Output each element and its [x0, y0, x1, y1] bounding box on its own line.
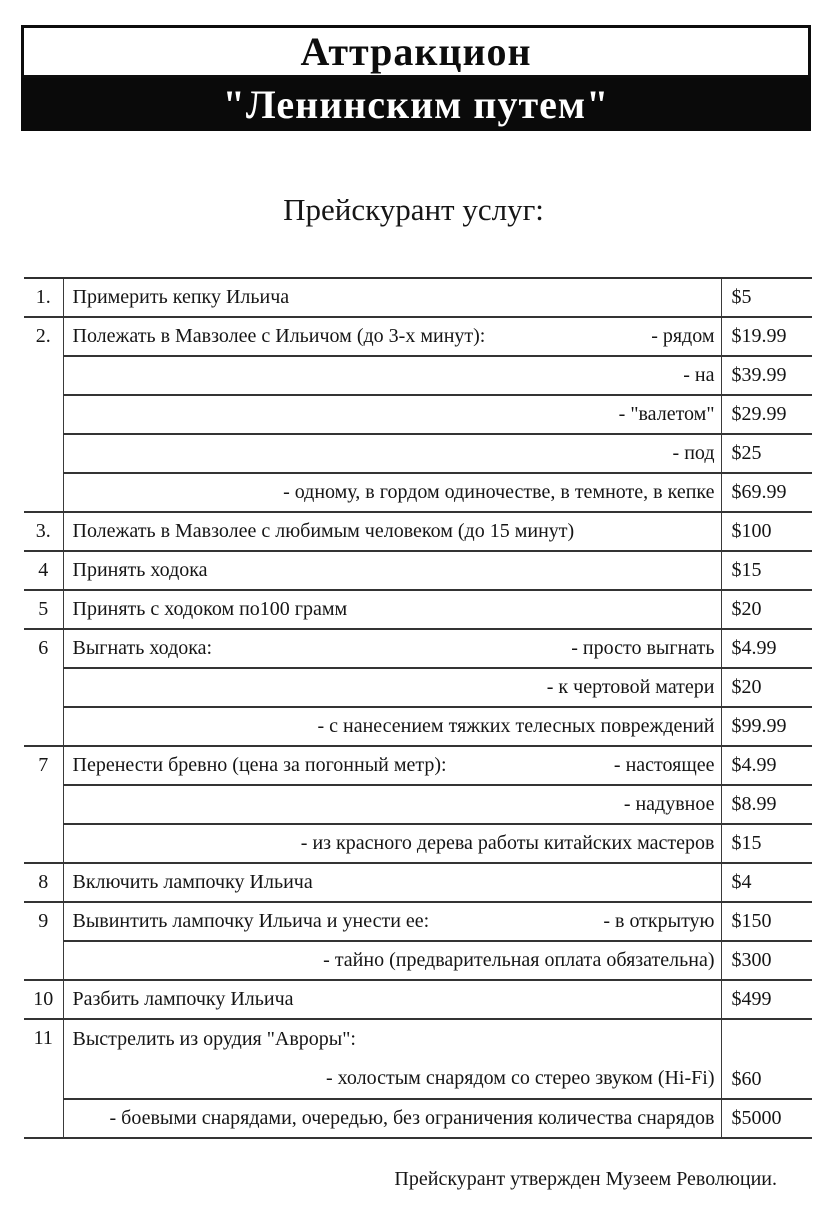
service-cell [63, 863, 721, 902]
item-number: 8 [24, 863, 63, 902]
price-cell: $69.99 [721, 473, 812, 512]
price-cell: $15 [721, 824, 812, 863]
price-cell: $4.99 [721, 746, 812, 785]
table-row [24, 356, 812, 395]
price-cell: $20 [721, 668, 812, 707]
table-row [24, 1099, 812, 1138]
price-cell: $150 [721, 902, 812, 941]
price-cell: $60 [721, 1019, 812, 1099]
table-row [24, 746, 812, 785]
table-row [24, 395, 812, 434]
service-option: - из красного дерева работы китайских мастеров [300, 832, 715, 854]
price-cell: $4 [721, 863, 812, 902]
price-cell: $19.99 [721, 317, 812, 356]
service-label: Полежать в Мавзолее с Ильичом (до 3-х минут): [72, 325, 486, 347]
service-option: - "валетом" [618, 403, 715, 425]
table-row [24, 551, 812, 590]
service-option: - с нанесением тяжких телесных повреждений [317, 715, 715, 737]
price-cell: $5000 [721, 1099, 812, 1138]
table-row [24, 473, 812, 512]
service-label: Принять ходока [72, 559, 208, 581]
service-option: - просто выгнать [571, 637, 715, 659]
item-number: 7 [24, 746, 63, 863]
table-row [24, 629, 812, 668]
table-row [24, 512, 812, 551]
table-row [24, 1019, 812, 1099]
service-cell [63, 746, 721, 785]
service-label: Примерить кепку Ильича [72, 286, 290, 308]
price-cell: $29.99 [721, 395, 812, 434]
item-number: 2. [24, 317, 63, 512]
service-cell [63, 551, 721, 590]
service-option: - на [683, 364, 715, 386]
table-row [24, 941, 812, 980]
price-cell: $15 [721, 551, 812, 590]
attraction-banner [21, 25, 811, 131]
service-label: Включить лампочку Ильича [72, 871, 313, 893]
price-list-title: Прейскурант услуг: [283, 192, 544, 227]
service-option: - надувное [623, 793, 715, 815]
footer-approval-note: Прейскурант утвержден Музеем Революции. [394, 1168, 777, 1190]
item-number: 6 [24, 629, 63, 746]
table-row [24, 668, 812, 707]
service-label: Принять с ходоком по100 грамм [72, 598, 348, 620]
attraction-subtitle: "Ленинским путем" [21, 78, 811, 131]
price-cell: $39.99 [721, 356, 812, 395]
service-cell [63, 395, 721, 434]
service-label: Перенести бревно (цена за погонный метр): [72, 754, 447, 776]
service-cell [63, 941, 721, 980]
service-option: - в открытую [603, 910, 715, 932]
service-cell [63, 512, 721, 551]
service-cell [63, 1099, 721, 1138]
price-cell: $25 [721, 434, 812, 473]
price-cell: $300 [721, 941, 812, 980]
service-cell [63, 980, 721, 1019]
item-number: 10 [24, 980, 63, 1019]
price-cell: $8.99 [721, 785, 812, 824]
service-cell [63, 902, 721, 941]
table-row [24, 317, 812, 356]
service-option: - рядом [651, 325, 715, 347]
price-cell: $99.99 [721, 707, 812, 746]
service-cell [63, 590, 721, 629]
price-table [24, 277, 812, 1139]
service-label: Выстрелить из орудия "Авроры": [72, 1028, 356, 1050]
price-cell: $20 [721, 590, 812, 629]
service-option: - к чертовой матери [546, 676, 715, 698]
item-number: 11 [24, 1019, 63, 1138]
service-option: - настоящее [613, 754, 715, 776]
service-cell [63, 1019, 721, 1099]
item-number: 5 [24, 590, 63, 629]
table-row [24, 707, 812, 746]
price-cell: $5 [721, 278, 812, 317]
service-label: Полежать в Мавзолее с любимым человеком (до 15 минут) [72, 520, 575, 542]
table-row [24, 278, 812, 317]
item-number: 1. [24, 278, 63, 317]
item-number: 4 [24, 551, 63, 590]
table-row [24, 902, 812, 941]
item-number: 9 [24, 902, 63, 980]
item-number: 3. [24, 512, 63, 551]
service-cell [63, 434, 721, 473]
service-label: Вывинтить лампочку Ильича и унести ее: [72, 910, 430, 932]
service-cell [63, 668, 721, 707]
service-option: - под [672, 442, 715, 464]
service-option: - одному, в гордом одиночестве, в темноте, в кепке [283, 481, 715, 503]
service-cell [63, 785, 721, 824]
price-cell: $4.99 [721, 629, 812, 668]
attraction-title: Аттракцион [21, 25, 811, 78]
service-option: - холостым снарядом со стерео звуком (Hi-Fi) [326, 1067, 715, 1089]
service-label: Выгнать ходока: [72, 637, 213, 659]
service-cell [63, 356, 721, 395]
service-cell [63, 707, 721, 746]
price-cell: $100 [721, 512, 812, 551]
price-cell: $499 [721, 980, 812, 1019]
service-cell [63, 317, 721, 356]
service-option: - боевыми снарядами, очередью, без ограничения количества снарядов [109, 1107, 715, 1129]
table-row [24, 434, 812, 473]
table-row [24, 863, 812, 902]
table-row [24, 980, 812, 1019]
service-label: Разбить лампочку Ильича [72, 988, 294, 1010]
service-cell [63, 278, 721, 317]
table-row [24, 590, 812, 629]
service-option: - тайно (предварительная оплата обязательна) [323, 949, 715, 971]
service-cell [63, 629, 721, 668]
service-cell [63, 824, 721, 863]
service-cell [63, 473, 721, 512]
table-row [24, 824, 812, 863]
table-row [24, 785, 812, 824]
